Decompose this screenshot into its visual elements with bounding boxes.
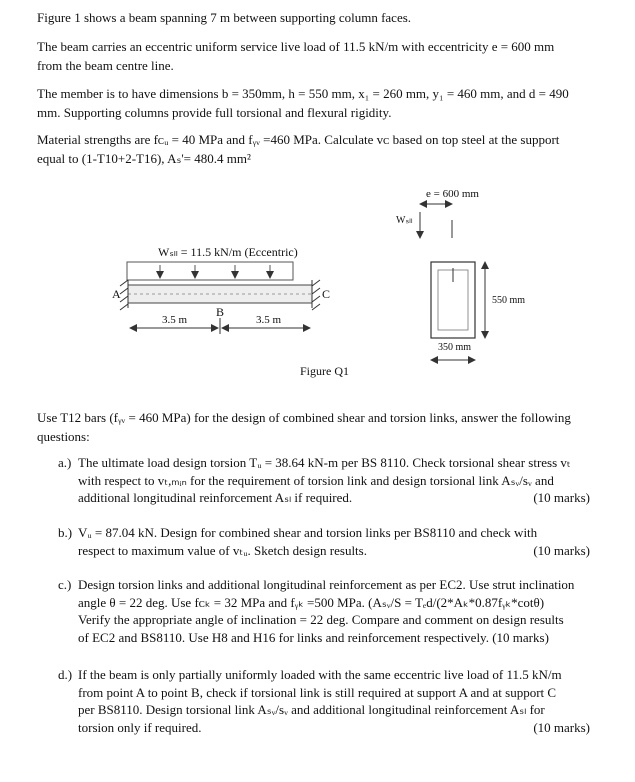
question-label: c.) [58,577,72,592]
beam-section [396,188,525,360]
load-arrows [160,265,270,278]
para-4: Material strengths are fᴄᵤ = 40 MPa and fᵧᵥ =460 MPa. Calculate vᴄ based on top steel at the support equal to (1-T10+2-T16), Aₛ'= 480.4 mm² [37,132,560,166]
para-1: Figure 1 shows a beam spanning 7 m between supporting column faces. [37,10,412,25]
para-2: The beam carries an eccentric uniform service live load of 11.5 kN/m with eccentricity e = 600 mm from the beam centre line. [37,39,555,73]
support-c [312,280,320,310]
height-label: 550 mm [492,295,526,306]
question-label: b.) [58,525,73,540]
question-b: b.) Vᵤ = 87.04 kN. Design for combined shear and torsion links per BS8110 and check with respect to maximum value of vₜᵤ. Sketch design results. (10 marks) [58,525,590,558]
question-label: a.) [58,455,72,470]
ecc-label: e = 600 mm [426,188,479,200]
span-1: 3.5 m [162,314,188,326]
question-a: a.) The ultimate load design torsion Tᵤ = 38.64 kN-m per BS 8110. Check torsional shear stress vₜ with respect to vₜ,ₘᵢₙ for the requirement of torsion link and design torsional link Aₛᵥ/sᵥ and additional longitudinal reinforcement Aₛₗ if required. (10 marks) [58,455,590,505]
question-label: d.) [58,667,73,682]
question-c: c.) Design torsion links and additional longitudinal reinforcement as per EC2. Use strut inclination angle θ = 22 deg. Use fᴄₖ = 32 MPa and fᵧₖ =500 MPa. (Aₛᵥ/S = Tₑd/(2*Aₖ*0.87fᵧₖ*cotθ) Verify the appropriate angle of inclination = 22 deg. Compare and comment on design results of EC2 and BS8110. Use H8 and H16 for links and reinforcement respectively. (10 marks) [58,577,575,645]
point-c: C [322,287,331,301]
point-b: B [216,305,225,319]
question-d: d.) If the beam is only partially uniformly loaded with the same eccentric live load of 11.5 kN/m from point A to point B, check if torsional link is still required at support A and at support C per BS8110. Design torsional link Aₛᵥ/sᵥ and additional longitudinal reinforcement Aₛₗ for torsion only if required. (10 marks) [58,667,590,735]
load-label: Wₛₗₗ = 11.5 kN/m (Eccentric) [158,245,298,259]
questions-intro: Use T12 bars (fᵧᵥ = 460 MPa) for the design of combined shear and torsion links, answer the following questions: [37,410,571,444]
wsll-label: Wₛₗₗ [396,215,413,226]
marks: (10 marks) [533,490,590,505]
marks: (10 marks) [492,629,549,645]
marks: (10 marks) [533,542,590,558]
marks: (10 marks) [533,719,590,735]
width-label: 350 mm [438,342,472,353]
beam-elevation [112,245,330,334]
figure-caption: Figure Q1 [300,364,349,378]
point-a: A [112,287,121,301]
para-3: The member is to have dimensions b = 350mm, h = 550 mm, x₁ = 260 mm, y₁ = 460 mm, and d = 490 mm. Supporting columns provide full torsional and flexural rigidity. [37,86,569,120]
support-a [120,280,128,310]
figure-q1 [0,0,635,390]
span-2: 3.5 m [256,314,282,326]
